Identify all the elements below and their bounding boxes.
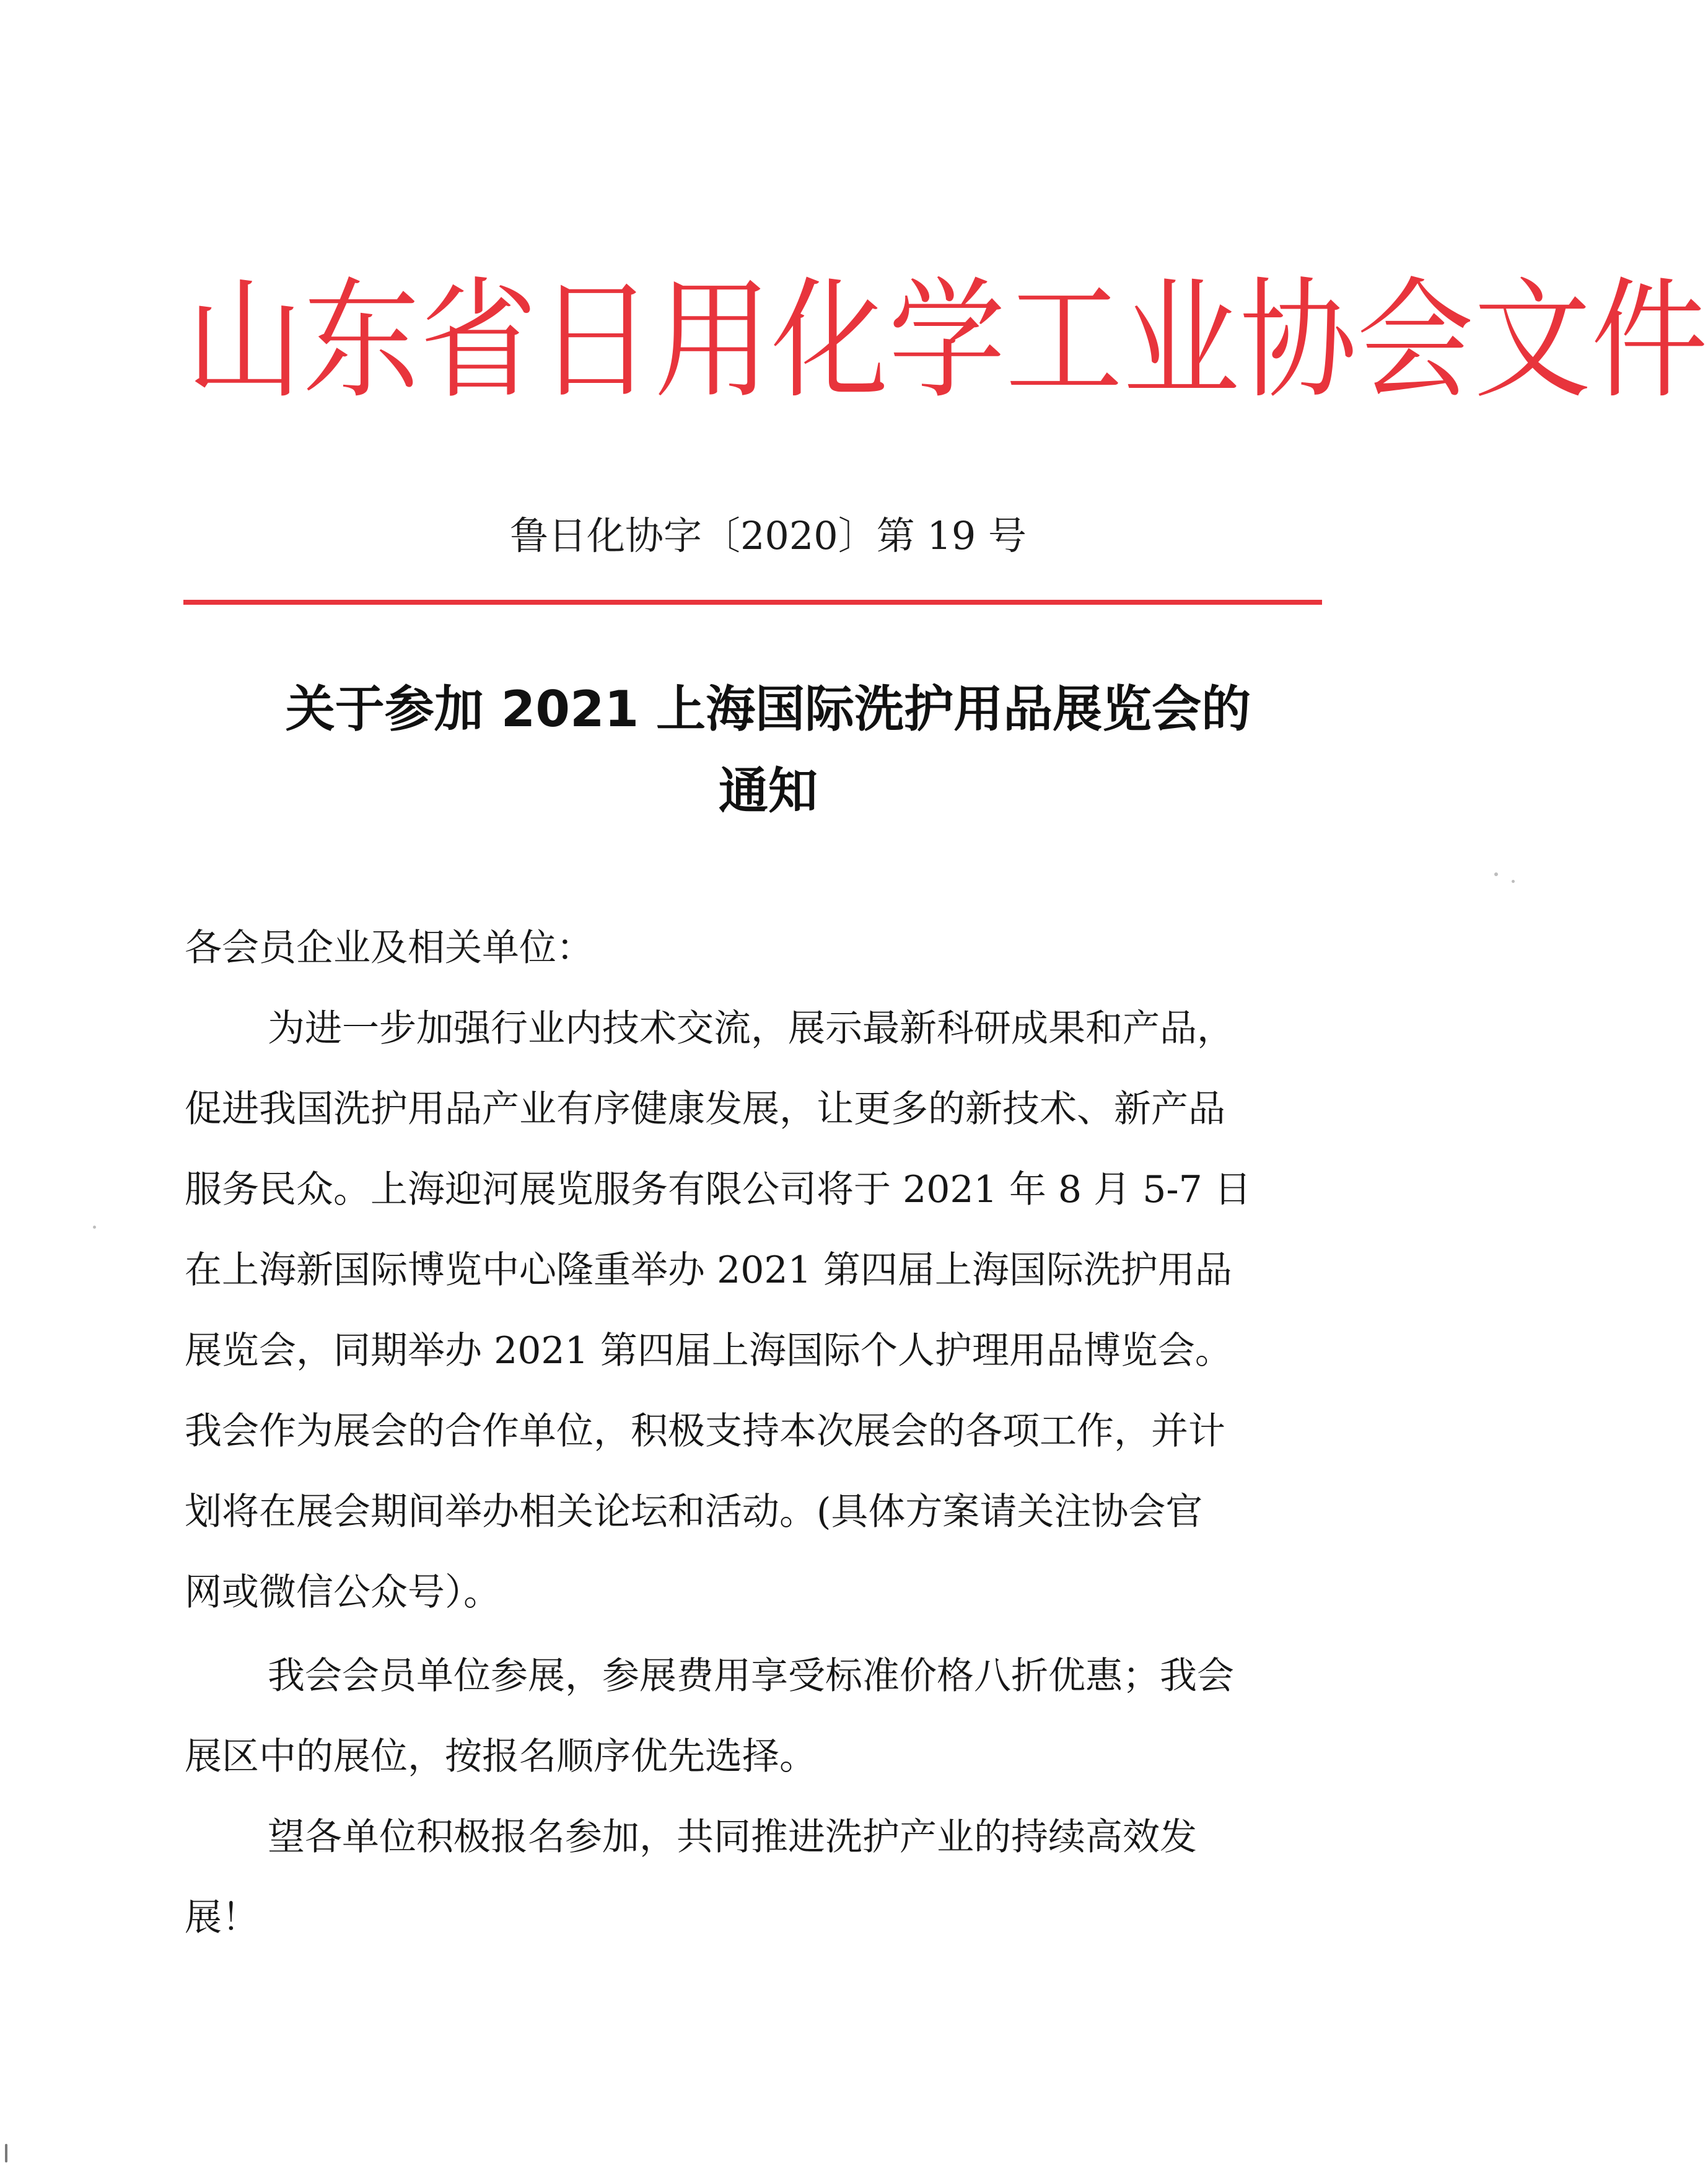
- body-line: 促进我国洗护用品产业有序健康发展，让更多的新技术、新产品: [185, 1087, 1225, 1131]
- notice-title-line-2: 通知: [719, 762, 818, 820]
- org-letterhead-title: 山东省日用化学工业协会文件: [186, 265, 1708, 416]
- scan-speck: [1494, 872, 1498, 876]
- scan-edge-mark: [5, 2144, 7, 2162]
- scan-speck: [1512, 880, 1515, 883]
- body-line: 展区中的展位，按报名顺序优先选择。: [185, 1735, 817, 1778]
- body-line: 网或微信公众号）。: [185, 1571, 501, 1614]
- body-line: 在上海新国际博览中心隆重举办 2021 第四届上海国际洗护用品: [185, 1249, 1232, 1292]
- body-line: 服务民众。上海迎河展览服务有限公司将于 2021 年 8 月 5-7 日: [185, 1168, 1251, 1211]
- letterhead-divider: [183, 600, 1322, 605]
- body-line: 展览会，同期举办 2021 第四届上海国际个人护理用品博览会。: [185, 1329, 1232, 1372]
- body-line: 我会会员单位参展，参展费用享受标准价格八折优惠；我会: [268, 1654, 1234, 1698]
- document-number: 鲁日化协字〔2020〕第 19 号: [509, 513, 1027, 558]
- body-line: 我会作为展会的合作单位，积极支持本次展会的各项工作，并计: [185, 1410, 1225, 1453]
- body-line: 划将在展会期间举办相关论坛和活动。(具体方案请关注协会官: [185, 1490, 1203, 1534]
- body-line: 望各单位积极报名参加，共同推进洗护产业的持续高效发: [268, 1815, 1197, 1859]
- body-line: 展！: [185, 1896, 259, 1939]
- scan-speck: [93, 1226, 96, 1229]
- notice-title-line-1: 关于参加 2021 上海国际洗护用品展览会的: [285, 680, 1251, 738]
- salutation: 各会员企业及相关单位：: [185, 926, 593, 970]
- body-line: 为进一步加强行业内技术交流，展示最新科研成果和产品，: [268, 1007, 1234, 1050]
